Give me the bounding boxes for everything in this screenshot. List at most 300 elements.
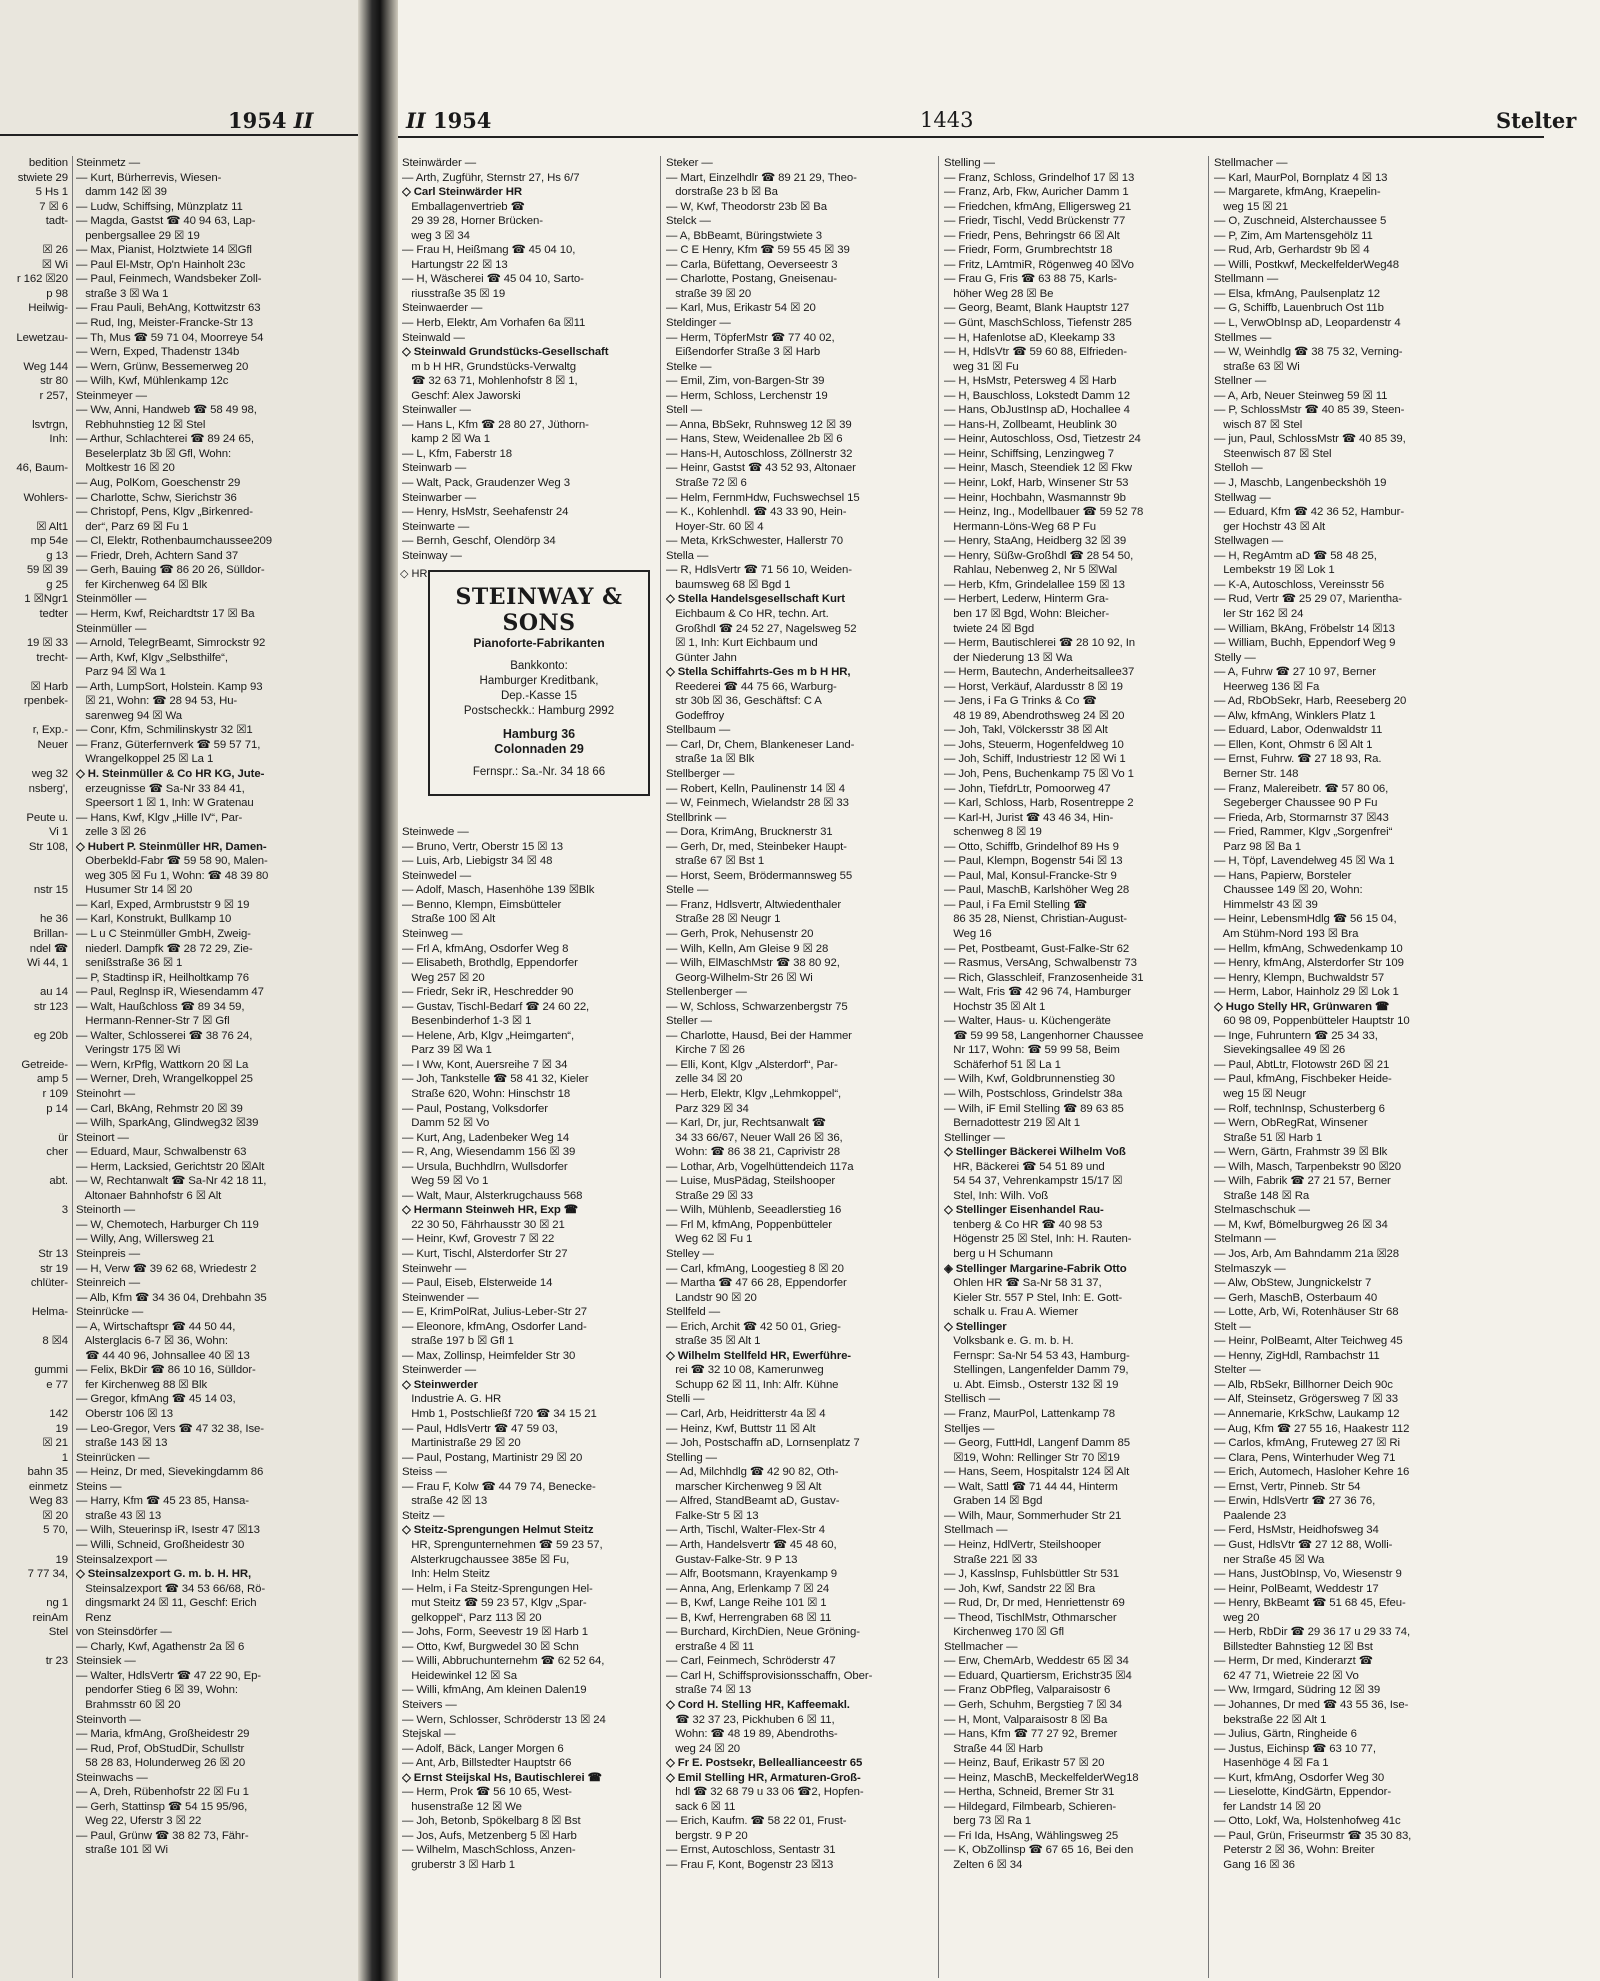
directory-entry-line: — Kurt, Bürherrevis, Wiesen- [76,171,222,184]
directory-entry-line: ☒19, Wohn: Rellinger Str 70 ☒19 [944,1451,1120,1464]
directory-entry-line: — Horst, Seem, Brödermannsweg 55 [666,869,853,882]
directory-entry-line: — John, TiefdrLtr, Pomoorweg 47 [944,782,1111,795]
directory-entry-line: Berner Str. 148 [1214,767,1299,780]
left-cut-line [0,796,68,811]
directory-entry-line: — Willy, Ang, Willersweg 21 [76,1233,215,1246]
directory-entry-line: — Carl, Feinmech, Schröderstr 47 [666,1655,836,1668]
left-cut-line: 1 ☒Ngr1 [24,593,68,606]
directory-entry-line: ◇ Hugo Stelly HR, Grünwaren ☎ [1214,1000,1390,1013]
directory-entry-line: straße 143 ☒ 13 [76,1437,168,1450]
directory-entry-line: — Henry, StaAng, Heidberg 32 ☒ 39 [944,535,1127,548]
directory-entry-line: — Friedr, Form, Grumbrechtstr 18 [944,244,1113,257]
column-divider-2 [938,156,939,1978]
left-cut-line: 142 [49,1408,68,1421]
directory-entry-line: — Ellen, Kont, Ohmstr 6 ☒ Alt 1 [1214,738,1373,751]
directory-entry-line: — Rud, Arb, Gerhardstr 9b ☒ 4 [1214,244,1370,257]
directory-entry-line: — Rud, Prof, ObStudDir, Schullstr [76,1742,245,1755]
ad-bank-name: Hamburger Kreditbank, [479,675,599,687]
directory-entry-line: dorstraße 23 b ☒ Ba [666,186,778,199]
directory-entry-line: Hmb 1, Postschließf 720 ☎ 34 15 21 [402,1408,597,1421]
directory-entry-line: — Eduard, Labor, Odenwaldstr 11 [1214,724,1383,737]
directory-entry-line: — W, Schloss, Schwarzenbergstr 75 [666,1000,848,1013]
directory-entry-line: ◇ Wilhelm Stellfeld HR, Ewerführe- [666,1349,852,1362]
directory-entry-line: — H, Mont, Valparaisostr 8 ☒ Ba [944,1713,1108,1726]
directory-entry-line: berg 73 ☒ Ra 1 [944,1815,1032,1828]
directory-entry-line: — Lothar, Arb, Vogelhüttendeich 117a [666,1160,854,1173]
directory-entry-line: — Anna, Ang, Erlenkamp 7 ☒ 24 [666,1582,830,1595]
directory-entry-line: Stelling — [666,1451,717,1464]
directory-entry-line: — Hans, ObJustInsp aD, Hochallee 4 [944,404,1130,417]
left-cut-line: tadt- [45,215,68,228]
directory-entry-line: — Charly, Kwf, Agathenstr 2a ☒ 6 [76,1640,245,1653]
directory-entry-line: — Herm, Kwf, Reichardtstr 17 ☒ Ba [76,607,255,620]
directory-entry-line: — Karl, Exped, Armbruststr 9 ☒ 19 [76,898,250,911]
left-cut-line: 5 70, [43,1524,68,1537]
directory-entry-line: — Ww, Anni, Handweb ☎ 58 49 98, [76,404,257,417]
directory-entry-line: — Alf, Steinsetz, Grögersweg 7 ☒ 33 [1214,1393,1398,1406]
left-cut-line: r 162 ☒20 [16,273,68,286]
directory-entry-line: Stellner — [1214,375,1267,388]
left-cut-line: reinAm [32,1611,68,1624]
directory-entry-line: — Wern, Gärtn, Frahmstr 39 ☒ Blk [1214,1146,1388,1159]
directory-entry-line: — Conr, Kfm, Schmilinskystr 32 ☒1 [76,724,253,737]
directory-entry-line: — Kurt, Ang, Ladenbeker Weg 14 [402,1131,570,1144]
directory-entry-line: — Frau F, Kolw ☎ 44 79 74, Benecke- [402,1480,596,1493]
directory-entry-line: ◇ Emil Stelling HR, Armaturen-Groß- [666,1771,861,1784]
directory-entry-line: Stelling — [944,157,995,169]
directory-entry-line: Stellbrink — [666,811,727,824]
directory-entry-line: Steinwaerder — [402,302,483,315]
directory-entry-line: — Friedr, Sekr iR, Heschredder 90 [402,986,574,999]
left-page-year: 1954 II [228,108,314,133]
directory-entry-line: ☎ 44 40 96, Johnsallee 40 ☒ 13 [76,1349,250,1362]
directory-entry-line: Stellwag — [1214,491,1271,504]
directory-entry-line: Straße 29 ☒ 33 [666,1189,754,1202]
left-cut-line: einmetz [28,1480,68,1493]
directory-entry-line: — Gust, HdlsVtr ☎ 27 12 88, Wolli- [1214,1538,1393,1551]
directory-entry-line: — Wilh, Mühlenb, Seeadlerstieg 16 [666,1204,842,1217]
directory-entry-line: — Georg, Beamt, Blank Hauptstr 127 [944,302,1130,315]
left-cut-line: Wohlers- [23,491,68,504]
directory-entry-line: — William, BkAng, Fröbelstr 14 ☒13 [1214,622,1395,635]
directory-entry-line: ◇ Stellinger Bäckerei Wilhelm Voß [944,1146,1126,1159]
directory-entry-line: Weg 22, Uferstr 3 ☒ 22 [76,1815,202,1828]
directory-entry-line: — Fried, Rammer, Klgv „Sorgenfrei“ [1214,826,1393,839]
directory-entry-line: ◇ Stellinger Eisenhandel Rau- [944,1204,1104,1217]
directory-entry-line: — H, Verw ☎ 39 62 68, Wriedestr 2 [76,1262,257,1275]
ad-bank-label: Bankkonto: [510,660,568,672]
left-cut-column [0,156,68,1978]
directory-entry-line: — Gerh, Prok, Nehusenstr 20 [666,927,814,940]
directory-entry-line: — Annemarie, KrkSchw, Laukamp 12 [1214,1408,1400,1421]
directory-entry-line: HR, Bäckerei ☎ 54 51 89 und [944,1160,1105,1173]
directory-entry-line: — Paul, Postang, Volksdorfer [402,1102,548,1115]
left-cut-line: Weg 83 [29,1495,68,1508]
directory-entry-line: Stellenberger — [666,986,747,999]
directory-entry-line: hdl ☎ 32 68 79 u 33 06 ☎2, Hopfen- [666,1786,864,1799]
directory-entry-line: Stelle — [666,884,709,897]
directory-entry-line: — Paul, Postang, Martinistr 29 ☒ 20 [402,1451,583,1464]
directory-entry-line: Steinwerder — [402,1364,477,1377]
directory-entry-line: weg 15 ☒ Neugr [1214,1088,1307,1100]
directory-entry-line: — Herbert, Lederw, Hinterm Gra- [944,593,1109,606]
directory-entry-line: — L, Kfm, Faberstr 18 [402,447,512,460]
directory-entry-line: Wohn: ☎ 86 38 21, Caprivistr 28 [666,1146,840,1159]
book-gutter [358,0,398,1981]
directory-entry-line: Gustav-Falke-Str. 9 P 13 [666,1553,798,1566]
directory-entry-line: — Johs, Form, Seevestr 19 ☒ Harb 1 [402,1626,588,1639]
directory-entry-line: — Karl, Dr, jur, Rechtsanwalt ☎ [666,1117,826,1130]
directory-entry-line: — Helene, Arb, Klgv „Heimgarten“, [402,1029,575,1042]
ad-street: Colonnaden 29 [494,742,584,756]
directory-entry-line: Högenstr 25 ☒ Stel, Inh: H. Rauten- [944,1233,1132,1246]
directory-entry-line: — Paul, kfmAng, Fischbeker Heide- [1214,1073,1392,1086]
left-cut-line [0,709,68,724]
directory-entry-line: — A, BbBeamt, Büringstwiete 3 [666,229,823,242]
directory-entry-line: — Heinr, Gastst ☎ 43 52 93, Altonaer [666,462,856,475]
directory-entry-line: Volksbank e. G. m. b. H. [944,1335,1074,1348]
left-cut-line: ☒ 20 [42,1509,68,1522]
directory-entry-line: Georg-Wilhelm-Str 26 ☒ Wi [666,971,813,984]
directory-entry-line: — Karl, Schloss, Harb, Rosentreppe 2 [944,797,1134,810]
directory-entry-line: Straße 100 ☒ Alt [402,913,496,926]
left-cut-line: Peute u. [26,811,68,824]
directory-entry-line: Fernspr: Sa-Nr 54 53 43, Hamburg- [944,1349,1130,1362]
directory-entry-line: Renz [76,1611,112,1624]
directory-entry-line: straße 3 ☒ Wa 1 [76,287,169,300]
directory-entry-line: Kieler Str. 557 P Stel, Inh: E. Gott- [944,1291,1123,1304]
directory-entry-line: Steinpreis — [76,1248,141,1261]
directory-column-4 [1214,156,1548,1978]
directory-entry-line: Steivers — [402,1698,457,1711]
directory-entry-line: — Erw, ChemArb, Weddestr 65 ☒ 34 [944,1655,1129,1668]
directory-entry-line: Oberstr 106 ☒ 13 [76,1408,173,1421]
directory-entry-line: erzeugnisse ☎ Sa-Nr 33 84 41, [76,782,245,795]
left-cut-line: ndel ☎ [29,942,68,955]
directory-entry-line: weg 305 ☒ Fu 1, Wohn: ☎ 48 39 80 [76,869,269,882]
directory-entry-line: — Arnold, TelegrBeamt, Simrockstr 92 [76,637,266,650]
directory-entry-line: — Friedr, Dreh, Achtern Sand 37 [76,549,239,562]
directory-entry-line: Rebhuhnstieg 12 ☒ Stel [76,418,206,431]
directory-entry-line: — Eleonore, kfmAng, Osdorfer Land- [402,1320,587,1333]
directory-entry-line: — Frau F, Kont, Bogenstr 23 ☒13 [666,1858,834,1871]
left-cut-line: Str 108, [28,840,68,853]
directory-entry-line: — J, Kasslnsp, Fuhlsbüttler Str 531 [944,1568,1120,1581]
directory-entry-line: — B, Kwf, Lange Reihe 101 ☒ 1 [666,1597,827,1610]
directory-entry-line: — Wilh, Steuerinsp iR, Isestr 47 ☒13 [76,1524,260,1537]
left-column-divider [72,156,73,1978]
left-cut-line: ☒ Harb [30,680,68,693]
directory-entry-line: Straße 44 ☒ Harb [944,1742,1043,1755]
directory-entry-line: 22 30 50, Fährhausstr 30 ☒ 21 [402,1218,565,1231]
right-page-year: II 1954 [406,108,492,133]
directory-entry-line: ler Str 162 ☒ 24 [1214,607,1304,620]
directory-entry-line: — Horst, Verkäuf, Alardusstr 8 ☒ 19 [944,680,1123,693]
directory-entry-line: — Carl, Arb, Heidritterstr 4a ☒ 4 [666,1408,826,1421]
directory-entry-line: — Dora, KrimAng, Brucknerstr 31 [666,826,833,839]
directory-entry-line [402,811,656,826]
directory-entry-line: — Aug, Kfm ☎ 27 55 16, Haakestr 112 [1214,1422,1410,1435]
directory-entry-line: — Johs, Steuerm, Hogenfeldweg 10 [944,738,1124,751]
directory-entry-line: — Helm, FernmHdw, Fuchswechsel 15 [666,491,860,504]
directory-entry-line: — Otto, Schiffb, Grindelhof 89 Hs 9 [944,840,1119,853]
left-cut-line: gummi [34,1364,68,1377]
directory-entry-line: — Paul, Feinmech, Wandsbeker Zoll- [76,273,262,286]
directory-entry-line: — Rud, Ing, Meister-Francke-Str 13 [76,317,254,330]
directory-entry-line: Straße 72 ☒ 6 [666,477,747,490]
left-cut-line [0,898,68,913]
left-cut-line: 7 ☒ 6 [39,200,68,213]
left-cut-line: rpenbek- [23,695,68,708]
left-cut-line [0,345,68,360]
left-cut-line [0,1160,68,1175]
directory-entry-line: HR, Sprengunternehmen ☎ 59 23 57, [402,1538,603,1551]
directory-entry-line: Steinwedel — [402,869,472,882]
directory-entry-line: — Paul, Mal, Konsul-Francke-Str 9 [944,869,1117,882]
page-catchword: Stelter [1496,108,1577,133]
directory-entry-line: — Arth, Tischl, Walter-Flex-Str 4 [666,1524,825,1537]
directory-entry-line: — Anna, BbSekr, Ruhnsweg 12 ☒ 39 [666,418,852,431]
directory-entry-line: Beselerplatz 3b ☒ Gfl, Wohn: [76,447,232,460]
directory-entry-line: weg 3 ☒ 34 [402,229,470,242]
directory-entry-line: Stellberger — [666,767,735,780]
left-cut-line: g 25 [46,578,68,591]
directory-entry-line: m b H HR, Grundstücks-Verwaltg [402,360,576,373]
directory-entry-line: — K-A, Autoschloss, Vereinsstr 56 [1214,578,1385,591]
directory-entry-line: Stelck — [666,215,711,228]
directory-entry-line: — Hans, Stew, Weidenallee 2b ☒ 6 [666,433,843,446]
directory-entry-line: — H, Töpf, Lavendelweg 45 ☒ Wa 1 [1214,855,1395,868]
directory-entry-line: Stellmacher — [1214,157,1288,169]
directory-entry-line: Chaussee 149 ☒ 20, Wohn: [1214,884,1363,897]
directory-entry-line: von Steinsdörfer — [76,1626,172,1639]
directory-entry-line: straße 63 ☒ Wi [1214,360,1300,373]
directory-entry-line: Hartungstr 22 ☒ 13 [402,258,508,271]
directory-entry-line: — Wilh, Kwf, Goldbrunnenstieg 30 [944,1073,1115,1086]
directory-entry-line: — Wilh, Kwf, Mühlenkamp 12c [76,375,229,388]
directory-entry-line: Martinistraße 29 ☒ 20 [402,1437,521,1450]
directory-entry-line: — R, Ang, Wiesendamm 156 ☒ 39 [402,1146,576,1159]
directory-entry-line: dingsmarkt 24 ☒ 11, Geschf: Erich [76,1597,257,1610]
directory-entry-line: — Elisabeth, Brothdlg, Eppendorfer [402,957,578,970]
directory-entry-line: — Aug, PolKom, Goeschenstr 29 [76,477,241,490]
directory-entry-line: — Arthur, Schlachterei ☎ 89 24 65, [76,433,254,446]
directory-entry-line: — B, Kwf, Herrengraben 68 ☒ 11 [666,1611,832,1624]
directory-entry-line: — Carl, Dr, Chem, Blankeneser Land- [666,738,855,751]
directory-entry-line: — Franz, Hdlsvertr, Altwiedenthaler [666,898,842,911]
directory-entry-line: — Rud, Vertr ☎ 25 29 07, Marientha- [1214,593,1402,606]
left-cut-line [0,854,68,869]
directory-entry-line: — Arth, Kwf, Klgv „Selbsthilfe“, [76,651,228,664]
directory-entry-line: — Charlotte, Schw, Sierichstr 36 [76,491,237,504]
page-number: 1443 [920,108,974,132]
directory-entry-line: str 30b ☒ 36, Geschäftsf: C A [666,695,822,708]
directory-entry-line: — Martha ☎ 47 66 28, Eppendorfer [666,1277,847,1290]
directory-entry-line: ◇ Steinwald Grundstücks-Gesellschaft [402,346,609,359]
left-cut-line: bahn 35 [27,1466,68,1479]
directory-entry-line: Sievekingsallee 49 ☒ 26 [1214,1044,1346,1057]
left-cut-line: 19 ☒ 33 [26,637,68,650]
left-cut-line: str 19 [40,1262,68,1275]
directory-entry-line: — Henry, kfmAng, Alsterdorfer Str 109 [1214,957,1404,970]
directory-entry-line: — Georg, FuttHdl, Langenf Damm 85 [944,1437,1130,1450]
directory-entry-line: 29 39 28, Horner Brücken- [402,215,543,228]
directory-entry-line: — Walt, Haußchloss ☎ 89 34 59, [76,1000,245,1013]
left-cut-line: nstr 15 [33,884,68,897]
directory-entry-line: — Herb, RbDir ☎ 29 36 17 u 29 33 74, [1214,1626,1411,1639]
directory-entry-line: — Herm, Prok ☎ 56 10 65, West- [402,1786,572,1799]
directory-entry-line: gruberstr 3 ☒ Harb 1 [402,1858,516,1871]
directory-entry-line: — Adolf, Bäck, Langer Morgen 6 [402,1742,564,1755]
directory-entry-line: — Wilh, Maur, Sommerhuder Str 21 [944,1509,1122,1522]
directory-entry-line: straße 1a ☒ Blk [666,753,755,766]
directory-entry-line: marscher Kirchenweg 9 ☒ Alt [666,1480,822,1493]
directory-entry-line: — Alfr, Bootsmann, Krayenkamp 9 [666,1568,838,1581]
directory-entry-line: Peterstr 2 ☒ 36, Wohn: Breiter [1214,1844,1375,1857]
left-cut-line [0,505,68,520]
directory-entry-line: — A, Arb, Neuer Steinweg 59 ☒ 11 [1214,389,1388,402]
ad-postal-account: Postscheckk.: Hamburg 2992 [463,705,615,717]
directory-entry-line: Stellmes — [1214,331,1272,344]
directory-entry-line: ☎ 59 99 58, Langenhorner Chaussee [944,1029,1144,1042]
directory-entry-line: Steinwarb — [402,462,467,475]
left-cut-line: 5 Hs 1 [35,186,68,199]
directory-entry-line: — Erich, Kaufm. ☎ 58 22 01, Frust- [666,1815,847,1828]
directory-entry-line: — Rolf, technInsp, Schusterberg 6 [1214,1102,1385,1115]
directory-entry-line: Zelten 6 ☒ 34 [944,1858,1023,1871]
left-cut-line: ür [58,1131,68,1144]
directory-entry-line: — Carl, kfmAng, Loogestieg 8 ☒ 20 [666,1262,844,1275]
directory-entry-line: — Carla, Büfettang, Oeverseestr 3 [666,258,838,271]
directory-entry-line [402,796,656,811]
left-cut-line [0,1232,68,1247]
directory-entry-line: — Hans, Kfm ☎ 77 27 92, Bremer [944,1728,1118,1741]
directory-entry-line: Bernadottestr 219 ☒ Alt 1 [944,1117,1080,1130]
left-cut-line [0,316,68,331]
directory-entry-line: — Karl, Konstrukt, Bullkamp 10 [76,913,232,926]
directory-entry-line: — Ernst, Autoschloss, Sentastr 31 [666,1844,836,1857]
directory-entry-line: Steinwender — [402,1291,479,1304]
directory-entry-line: — Joh, Tankstelle ☎ 58 41 32, Kieler [402,1073,589,1086]
directory-entry-line: Schupp 62 ☒ 11, Inh: Alfr. Kühne [666,1378,839,1391]
directory-entry-line: Emballagenvertrieb ☎ [402,200,525,213]
directory-entry-line: — Henny, ZigHdl, Rambachstr 11 [1214,1349,1380,1362]
directory-entry-line: penbergsallee 29 ☒ 19 [76,229,200,242]
left-cut-line [0,476,68,491]
directory-entry-line: Steiss — [402,1466,447,1479]
left-cut-line [0,869,68,884]
directory-entry-line: Steenwisch 87 ☒ Stel [1214,447,1332,460]
directory-entry-line: — Franz, Güterfernverk ☎ 59 57 71, [76,738,261,751]
directory-entry-line: Stelter — [1214,1364,1261,1377]
directory-entry-line: — Hans-H, Zollbeamt, Heublink 30 [944,418,1117,431]
directory-entry-line: — Willi, Schneid, Großheidestr 30 [76,1538,245,1551]
directory-entry-line: — Willi, kfmAng, Am kleinen Dalen19 [402,1684,587,1697]
directory-entry-line: — Franz ObPfleg, Valparaisostr 6 [944,1684,1111,1697]
directory-entry-line: — Gerh, MaschB, Osterbaum 40 [1214,1291,1378,1304]
directory-entry-line: — A, Wirtschaftspr ☎ 44 50 44, [76,1320,236,1333]
directory-entry-line: straße 67 ☒ Bst 1 [666,855,765,868]
directory-entry-line: Straße 51 ☒ Harb 1 [1214,1131,1323,1144]
directory-entry-line: — Johannes, Dr med ☎ 43 55 36, Ise- [1214,1698,1409,1711]
directory-entry-line: 86 35 28, Nienst, Christian-August- [944,913,1127,926]
directory-entry-line: — Herm, Lacksied, Gerichtstr 20 ☒Alt [76,1160,265,1173]
directory-entry-line: — W, Rechtanwalt ☎ Sa-Nr 42 18 11, [76,1175,267,1188]
directory-entry-line: Stellbaum — [666,724,731,737]
directory-entry-line: Schäferhof 51 ☒ La 1 [944,1058,1061,1071]
directory-entry-line: — H, HdlsVtr ☎ 59 60 88, Elfrieden- [944,346,1127,359]
left-cut-line: e 77 [46,1378,68,1391]
directory-entry-line: — Gregor, kfmAng ☎ 45 14 03, [76,1393,236,1406]
directory-entry-line: Eißendorfer Straße 3 ☒ Harb [666,346,821,359]
left-cut-line [0,1320,68,1335]
directory-entry-line: Am Stühm-Nord 193 ☒ Bra [1214,927,1359,940]
directory-entry-line: — H, Bauschloss, Lokstedt Damm 12 [944,389,1130,402]
directory-entry-line: — Max, Zollinsp, Heimfelder Str 30 [402,1349,576,1362]
directory-entry-line: — Frau G, Fris ☎ 63 88 75, Karls- [944,273,1117,286]
directory-entry-line: weg 24 ☒ 20 [666,1742,741,1755]
directory-entry-line: — Gerh, Stattinsp ☎ 54 15 95/96, [76,1800,248,1813]
left-cut-line: str 123 [33,1000,68,1013]
directory-entry-line: — Meta, KrkSchwester, Hallerstr 70 [666,535,844,548]
ad-bank-branch: Dep.-Kasse 15 [500,690,578,702]
directory-entry-line: — Henry, BkBeamt ☎ 51 68 45, Efeu- [1214,1597,1406,1610]
directory-entry-line: straße 39 ☒ 20 [666,287,752,300]
directory-entry-line: — Arth, Handelsvertr ☎ 45 48 60, [666,1538,837,1551]
directory-entry-line: — Joh, Postschaffn aD, Lornsenplatz 7 [666,1437,860,1450]
directory-entry-line: u. Abt. Eimsb., Osterstr 132 ☒ 19 [944,1378,1119,1391]
directory-entry-line: Inh: Helm Steitz [402,1568,490,1581]
directory-entry-line: — W, Feinmech, Wielandstr 28 ☒ 33 [666,797,849,810]
directory-entry-line: Moltkestr 16 ☒ 20 [76,462,175,475]
left-page [0,0,372,1981]
directory-entry-line: — C E Henry, Kfm ☎ 59 55 45 ☒ 39 [666,244,850,257]
directory-entry-line: ◇ Hubert P. Steinmüller HR, Damen- [76,840,267,853]
directory-entry-line: husenstraße 12 ☒ We [402,1800,522,1813]
directory-entry-line: Oberbekld-Fabr ☎ 59 58 90, Malen- [76,855,268,868]
directory-entry-line: — Wern, ObRegRat, Winsener [1214,1117,1368,1130]
directory-entry-line: — Heinr, Hochbahn, Wasmannstr 9b [944,491,1126,504]
directory-entry-line: Steinrücken — [76,1451,150,1464]
directory-entry-line: — Julius, Gärtn, Ringheide 6 [1214,1728,1357,1741]
directory-entry-line: — Heinz, Bauf, Erikastr 57 ☒ 20 [944,1757,1105,1770]
directory-entry-line: — Wilhelm, MaschSchloss, Anzen- [402,1844,576,1857]
directory-entry-line: — Herm, Labor, Hainholz 29 ☒ Lok 1 [1214,986,1399,999]
directory-entry-line: Hoyer-Str. 60 ☒ 4 [666,520,764,533]
directory-entry-line: — Hellm, kfmAng, Schwedenkamp 10 [1214,942,1403,955]
directory-entry-line: — Hans L, Kfm ☎ 28 80 27, Jüthorn- [402,418,589,431]
left-cut-line: lsvtrgn, [32,418,68,431]
directory-entry-line: — Franz, MaurPol, Lattenkamp 78 [944,1408,1116,1421]
directory-entry-line: sarenweg 94 ☒ Wa [76,709,183,722]
left-cut-line [0,1189,68,1204]
left-cut-line: bedition [28,157,68,169]
directory-entry-line: — Hans-H, Autoschloss, Zöllnerstr 32 [666,447,853,460]
directory-entry-line: weg 31 ☒ Fu [944,360,1019,373]
right-header-rule [398,136,1544,138]
left-cut-line [0,403,68,418]
left-cut-line: Str 13 [38,1248,68,1261]
left-cut-line: 59 ☒ 39 [26,564,68,577]
directory-entry-line: — K, ObZollinsp ☎ 67 65 16, Bei den [944,1844,1134,1857]
directory-entry-line: — Paul, AbtLtr, Flotowstr 26D ☒ 21 [1214,1058,1390,1071]
directory-entry-line: Steinwald — [402,331,465,344]
directory-entry-line: Stelly — [1214,651,1256,664]
directory-entry-line: — Heinr, PolBeamt, Alter Teichweg 45 [1214,1335,1403,1348]
left-cut-line: 19 [55,1422,68,1435]
directory-entry-line: — Heinz, Ing., Modellbauer ☎ 59 52 78 [944,506,1144,519]
directory-entry-line: bekstraße 22 ☒ Alt 1 [1214,1713,1327,1726]
